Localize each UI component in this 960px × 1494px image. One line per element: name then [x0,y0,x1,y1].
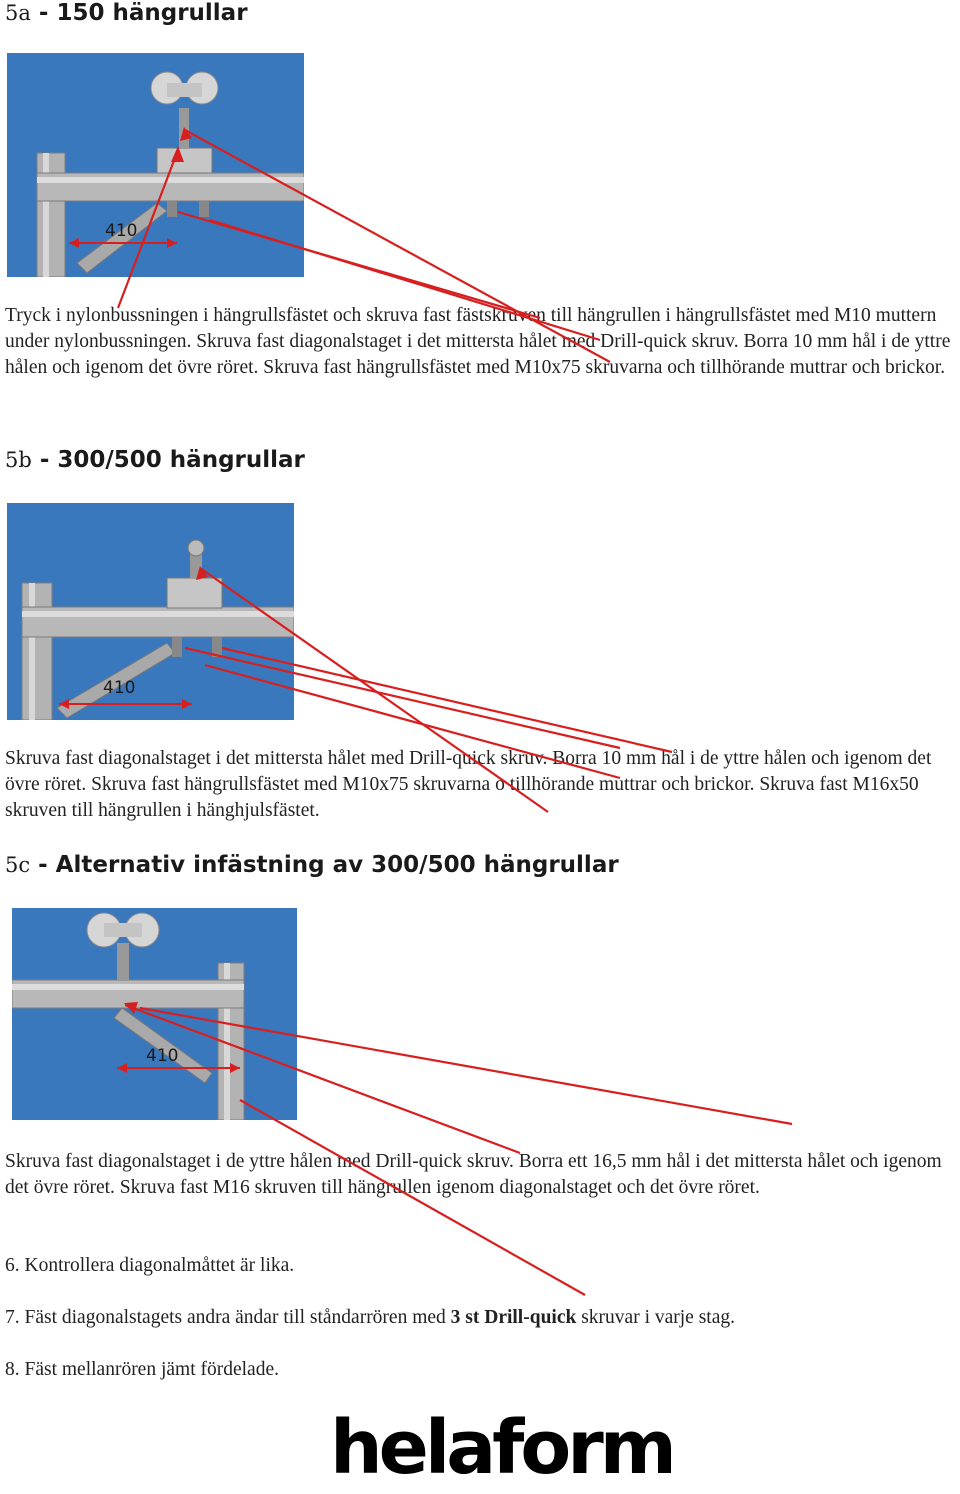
heading-5c-number: 5c [5,853,31,877]
photo-5c-alternative-mounting [12,908,297,1120]
paragraph-5b: Skruva fast diagonalstaget i det mittersta hålet med Drill-quick skruv. Borra 10 mm hål i de yttre hålen och igenom det övre röret. Skruva fast hängrullsfästet med M10x75 skruvarna o tillhörande muttrar och brickor. Skruva fast M16x50 skruven till hängrullen i hänghjulsfästet. [5,748,932,821]
heading-5c-title: - Alternativ infästning av 300/500 hängrullar [30,852,619,878]
dimension-5b: 410 [103,678,136,698]
step-7 [5,1305,957,1331]
helaform-logo: helaform [330,1405,673,1491]
dimension-5a: 410 [105,221,138,241]
heading-5b-title: - 300/500 hängrullar [31,447,305,473]
heading-5a-title: - 150 hängrullar [30,0,248,26]
step-7-bold: 3 st Drill-quick [450,1307,577,1328]
step-7-text-start: 7. Fäst diagonalstagets andra ändar till ståndarrören med [5,1307,451,1328]
photo-5a-hanger-150 [7,53,304,277]
step-7-text-end: skruvar i varje stag. [576,1307,736,1328]
paragraph-5c: Skruva fast diagonalstaget i de yttre hålen med Drill-quick skruv. Borra ett 16,5 mm hål i det mittersta hålet och igenom det övre röret. Skruva fast M16 skruven till hängrullen igenom diagonalstaget och det övre röret. [5,1151,942,1198]
step-6: 6. Kontrollera diagonalmåttet är lika. [5,1255,295,1276]
step-8: 8. Fäst mellanrören jämt fördelade. [5,1359,279,1380]
heading-5a [5,0,248,27]
heading-5c [5,852,619,879]
photo-5b-hanger-300-500 [7,503,294,720]
heading-5a-number: 5a [5,1,31,25]
paragraph-5a: Tryck i nylonbussningen i hängrullsfästet och skruva fast fästskruven till hängrullen i hängrullsfästet med M10 muttern under nylonbussningen. Skruva fast diagonalstaget i det mittersta hålet med Drill-quick skruv. Borra 10 mm hål i de yttre hålen och igenom det övre röret. Skruva fast hängrullsfästet med M10x75 skruvarna och tillhörande muttrar och brickor. [5,305,951,378]
heading-5b-number: 5b [5,448,32,472]
heading-5b [5,447,305,474]
dimension-5c: 410 [146,1046,179,1066]
